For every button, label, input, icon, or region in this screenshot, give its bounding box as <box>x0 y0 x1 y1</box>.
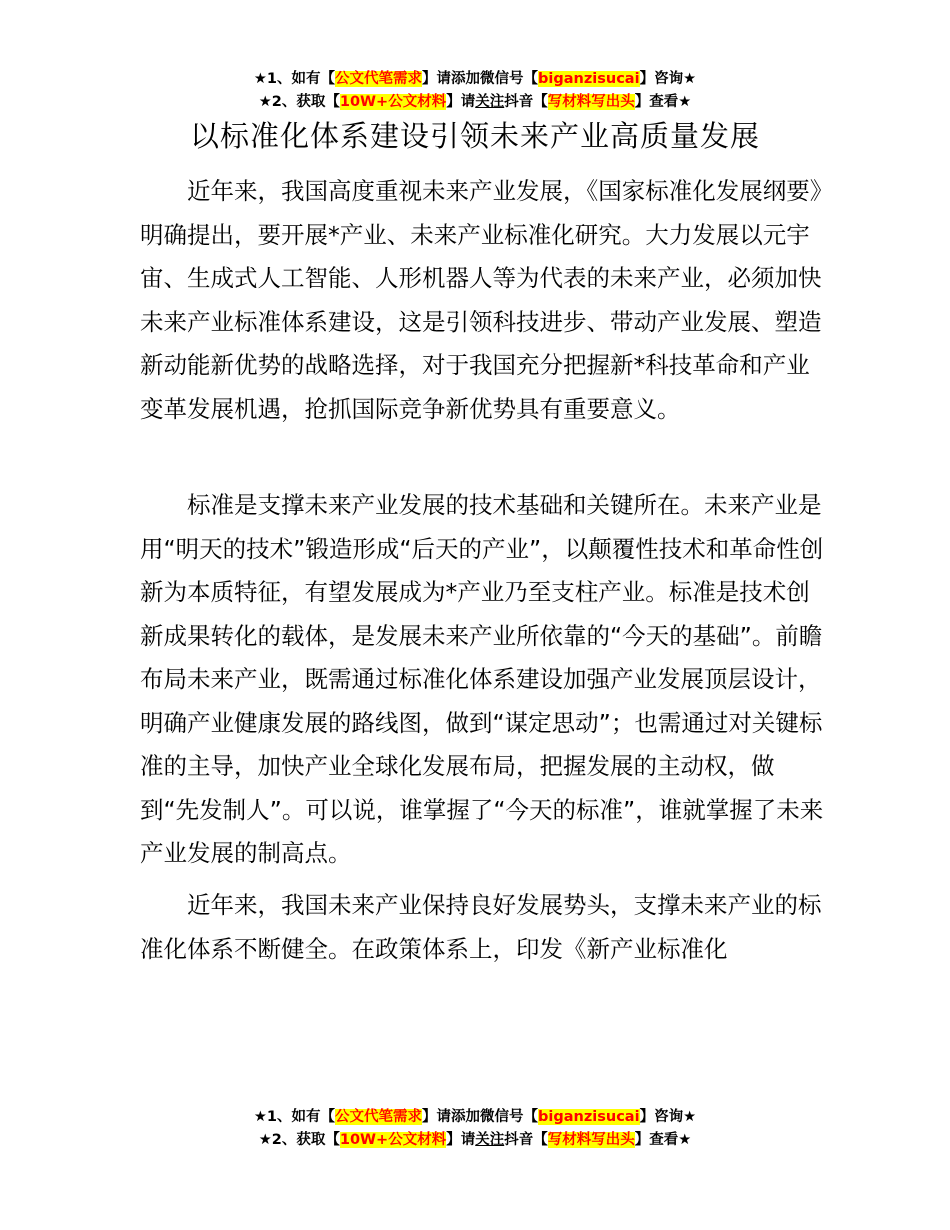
banner-highlight-wechat-id: biganzisucai <box>538 71 640 87</box>
banner-text: 加 <box>465 1109 481 1125</box>
banner-line-1 <box>0 68 950 91</box>
footer-banner <box>0 1106 950 1152</box>
banner-text: ★1、如有【 <box>253 1109 336 1125</box>
body-paragraph: 近年来，我国高度重视未来产业发展，《国家标准化发展纲要》明确提出，要开展*产业、未来产业标准化研究。大力发展以元宇宙、生成式人工智能、人形机器人等为代表的未来产业，必须加快未来产业标准体系建设，这是引领科技进步、带动产业发展、塑造新动能新优势的战略选择，对于我国充分把握新*科技革命和产业变革发展机遇，抢抓国际竞争新优势具有重要意义。 <box>140 177 822 423</box>
banner-highlight-service: 公文代笔需求 <box>335 71 423 87</box>
body-paragraph: 标准是支撑未来产业发展的技术基础和关键所在。未来产业是用“明天的技术”锻造形成“后天的产业”，以颠覆性技术和革命性创新为本质特征，有望发展成为*产业乃至支柱产业。标准是技术创新成果转化的载体，是发展未来产业所依靠的“今天的基础”。前瞻布局未来产业，既需通过标准化体系建设加强产业发展顶层设计，明确产业健康发展的路线图，做到“谋定思动”；也需通过对关键标准的主导，加快产业全球化发展布局，把握发展的主动权，做到“先发制人”。可以说，谁掌握了“今天的标准”，谁就掌握了未来产业发展的制高点。 <box>140 491 824 867</box>
body-paragraph: 近年来，我国未来产业保持良好发展势头，支撑未来产业的标准化体系不断健全。在政策体系上，印发《新产业标准化 <box>140 891 822 963</box>
banner-text: 】请添 <box>422 71 466 87</box>
banner-text: 】咨询★ <box>639 1109 697 1125</box>
banner-text: 】请 <box>446 94 476 110</box>
document-title: 以标准化体系建设引领未来产业高质量发展 <box>189 119 760 153</box>
banner-line-1 <box>0 1106 950 1129</box>
banner-text: 微信号【 <box>480 71 539 87</box>
banner-text: 关注 <box>475 1132 505 1148</box>
banner-text: 抖音【 <box>504 1132 548 1148</box>
banner-highlight-service: 公文代笔需求 <box>335 1109 423 1125</box>
banner-line-2 <box>0 1129 950 1152</box>
banner-text: ★2、获取【 <box>258 94 340 110</box>
banner-text: 】请添 <box>422 1109 466 1125</box>
banner-highlight-materials: 10W+公文材料 <box>339 94 447 110</box>
banner-text: 关注 <box>475 94 505 110</box>
banner-text: 】查看★ <box>634 94 692 110</box>
banner-text: ★1、如有【 <box>253 71 336 87</box>
banner-text: 】咨询★ <box>639 71 697 87</box>
banner-highlight-douyin-id: 写材料写出头 <box>547 1132 635 1148</box>
banner-text: 抖音【 <box>504 94 548 110</box>
banner-highlight-wechat-id: biganzisucai <box>538 1109 640 1125</box>
banner-line-2 <box>0 91 950 114</box>
banner-text: 】查看★ <box>634 1132 692 1148</box>
banner-text: 】请 <box>446 1132 476 1148</box>
banner-text: 微信号【 <box>480 1109 539 1125</box>
banner-text: ★2、获取【 <box>258 1132 340 1148</box>
header-banner <box>0 68 950 114</box>
banner-highlight-douyin-id: 写材料写出头 <box>547 94 635 110</box>
banner-highlight-materials: 10W+公文材料 <box>339 1132 447 1148</box>
banner-text: 加 <box>465 71 481 87</box>
